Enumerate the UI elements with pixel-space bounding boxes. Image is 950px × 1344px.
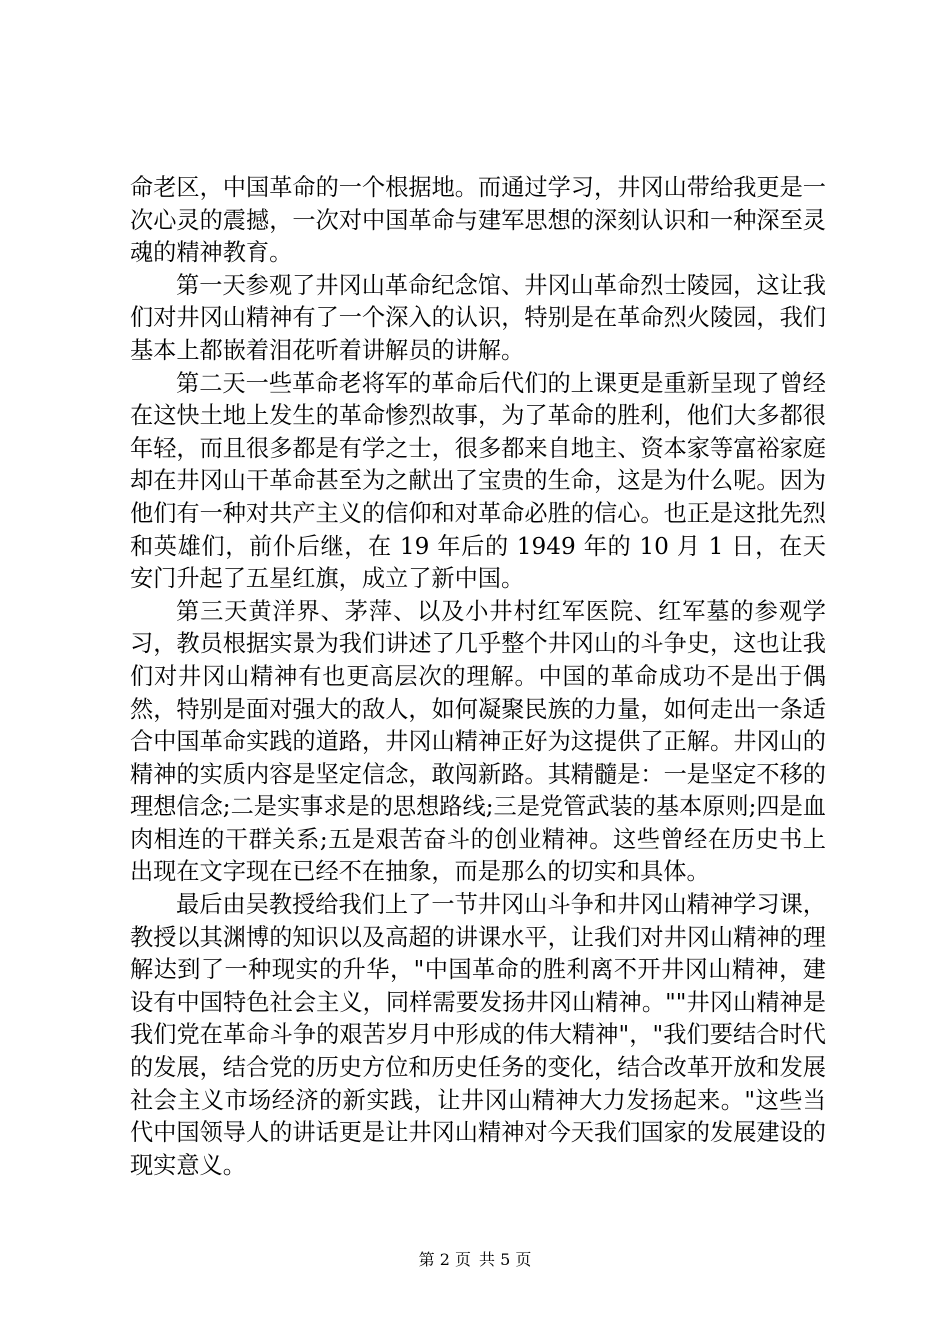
paragraph-3: 第二天一些革命老将军的革命后代们的上课更是重新呈现了曾经在这快土地上发生的革命惨烈故事，为了革命的胜利，他们大多都很年轻，而且很多都是有学之士，很多都来自地主、资本家等富裕家庭却在井冈山干革命甚至为之献出了宝贵的生命，这是为什么呢。因为他们有一种对共产主义的信仰和对革命必胜的信心。也正是这批先烈和英雄们，前仆后继，在 19 年后的 1949 年的 10 月 1 日，在天安门升起了五星红旗，成立了新中国。 xyxy=(130,369,826,593)
paragraph-4: 第三天黄洋界、茅萍、以及小井村红军医院、红军墓的参观学习，教员根据实景为我们讲述了几乎整个井冈山的斗争史，这也让我们对井冈山精神有也更高层次的理解。中国的革命成功不是出于偶然，特别是面对强大的敌人，如何凝聚民族的力量，如何走出一条适合中国革命实践的道路，井冈山精神正好为这提供了正解。井冈山的精神的实质内容是坚定信念，敢闯新路。其精髓是：一是坚定不移的理想信念;二是实事求是的思想路线;三是党管武装的基本原则;四是血肉相连的干群关系;五是艰苦奋斗的创业精神。这些曾经在历史书上出现在文字现在已经不在抽象，而是那么的切实和具体。 xyxy=(130,597,826,886)
page-total: 共 5 页 xyxy=(479,1250,532,1269)
paragraph-2: 第一天参观了井冈山革命纪念馆、井冈山革命烈士陵园，这让我们对井冈山精神有了一个深入的认识，特别是在革命烈火陵园，我们基本上都嵌着泪花听着讲解员的讲解。 xyxy=(130,271,826,364)
document-body xyxy=(130,172,826,1182)
page-number: 第 2 页 xyxy=(418,1250,471,1269)
page-footer xyxy=(0,1247,950,1270)
paragraph-5: 最后由吴教授给我们上了一节井冈山斗争和井冈山精神学习课，教授以其渊博的知识以及高超的讲课水平，让我们对井冈山精神的理解达到了一种现实的升华，"中国革命的胜利离不开井冈山精神，建设有中国特色社会主义，同样需要发扬井冈山精神。""井冈山精神是我们党在革命斗争的艰苦岁月中形成的伟大精神"，"我们要结合时代的发展，结合党的历史方位和历史任务的变化，结合改革开放和发展社会主义市场经济的新实践，让井冈山精神大力发扬起来。"这些当代中国领导人的讲话更是让井冈山精神对今天我们国家的发展建设的现实意义。 xyxy=(130,891,826,1179)
paragraph-1: 命老区，中国革命的一个根据地。而通过学习，井冈山带给我更是一次心灵的震撼，一次对中国革命与建军思想的深刻认识和一种深至灵魂的精神教育。 xyxy=(130,174,826,267)
